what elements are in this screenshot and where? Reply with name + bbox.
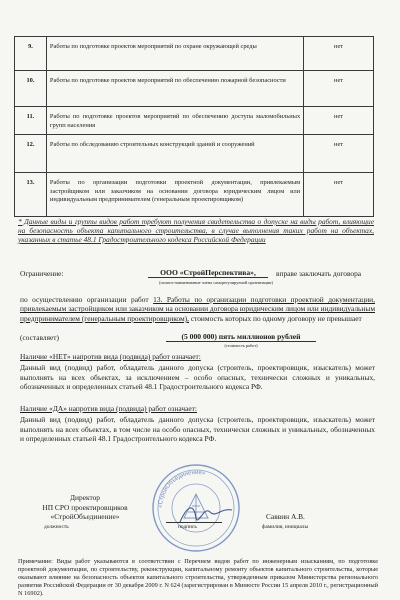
position-line-1: Директор bbox=[70, 493, 100, 502]
row-description: Работы по подготовке проектов мероприятий по обеспечению пожарной безопасности bbox=[46, 71, 303, 107]
position-line-3: «СтройОбъединение» bbox=[50, 512, 120, 522]
row-number: 9. bbox=[15, 37, 47, 71]
table-row bbox=[15, 71, 374, 107]
work-types-table bbox=[14, 36, 374, 217]
organization-name: ООО «СтройПерспектива», bbox=[148, 268, 268, 278]
row-value: нет bbox=[304, 107, 374, 135]
restriction-tail: вправе заключать договора bbox=[276, 269, 362, 278]
da-explanation: Данный вид (подвид) работ, обладатель данного допуска (строитель, проектировщик, изыскатель) может выполнять на всех объектах, в том числе на особо опасных, технически сложных и уникальных, обозначенных и определенных статьей 48.1 Градостроительного кодекса РФ. bbox=[20, 415, 375, 444]
signatory-name: Саввин А.В. bbox=[266, 512, 305, 521]
signature-caption: подпись bbox=[178, 524, 197, 530]
footnote: Примечание: Виды работ указываются в соответствии с Перечнем видов работ по инженерным изысканиям, по подготовке проектной документации, по строительству, реконструкции, капитальному ремонту объектов капитального строительства, которые оказывают влияние на безопасность объектов капитального строительства, утвержденным приказом Министерства регионального развития Российской Федерации от 30 декабря 2009 г. N 624 (зарегистрирован в Минюсте России 15 апреля 2010 г., регистрационный N 16902). bbox=[18, 558, 378, 597]
amount-label: (составляет) bbox=[20, 333, 59, 342]
requirement-note bbox=[18, 217, 374, 244]
organization-caption: (полное наименование члена саморегулируемой организации) bbox=[159, 280, 273, 285]
name-caption: фамилия, инициалы bbox=[262, 524, 309, 530]
da-heading: Наличие «ДА» напротив вида (подвида) работ означает: bbox=[20, 404, 197, 413]
signatory-position bbox=[30, 493, 140, 522]
row-number: 12. bbox=[15, 135, 47, 173]
net-heading: Наличие «НЕТ» напротив вида (подвида) работ означает: bbox=[20, 352, 201, 361]
row-number: 10. bbox=[15, 71, 47, 107]
signature-line bbox=[166, 522, 222, 523]
table-row bbox=[15, 173, 374, 217]
net-explanation: Данный вид (подвид) работ, обладатель данного допуска (строитель, проектировщик, изыскатель) может выполнять на всех объектах, за исключением – особо опасных, технически сложных и уникальных, обозначенных и определенных статьей 48.1 Градостроительного кодекса РФ. bbox=[20, 363, 375, 392]
restriction-label: Ограничение: bbox=[20, 269, 64, 278]
row-number: 13. bbox=[15, 173, 47, 217]
contract-amount: (5 000 000) пять миллионов рублей bbox=[166, 332, 316, 342]
row-description: Работы по организации подготовки проектной документации, привлекаемым застройщиком или заказчиком на основании договора юридическим лицом или индивидуальным предпринимателем (генеральным проектировщиком) bbox=[46, 173, 303, 217]
position-caption: должность bbox=[44, 524, 69, 530]
row-description: Работы по подготовке проектов мероприятий по охране окружающей среды bbox=[46, 37, 303, 71]
row-description: Работы по подготовке проектов мероприятий по обеспечению доступа маломобильных групп населения bbox=[46, 107, 303, 135]
stamp-lettering: «СтройОбъединение» bbox=[157, 469, 206, 509]
position-line-2: НП СРО проектировщиков bbox=[42, 502, 128, 512]
table-row bbox=[15, 135, 374, 173]
row-number: 11. bbox=[15, 107, 47, 135]
restriction-body-end: стоимость которых по одному договору не превышает bbox=[190, 313, 362, 323]
restriction-body bbox=[20, 295, 375, 323]
work-type-reference: 13. Работы по организации подготовки проектной документации, привлекаемым застройщиком или заказчиком на основании договора юридическим лицом или индивидуальным предпринимателем (генеральным проектировщиком), bbox=[20, 295, 375, 323]
requirement-note-text: * Данные виды и группы видов работ требуют получения свидетельства о допуске на виды работ, влияющие на безопасность объекта капитального строительства, в случае выполнения таких работ на объектах, указанных в статье 48.1 Градостроительного кодекса Российской Федерации bbox=[18, 217, 374, 244]
restriction-body-start: по осуществлению организации работ bbox=[20, 295, 149, 304]
row-value: нет bbox=[304, 173, 374, 217]
row-value: нет bbox=[304, 71, 374, 107]
row-description: Работы по обследованию строительных конструкций зданий и сооружений bbox=[46, 135, 303, 173]
row-value: нет bbox=[304, 135, 374, 173]
row-value: нет bbox=[304, 37, 374, 71]
amount-caption: (стоимость работ) bbox=[224, 343, 258, 348]
table-row bbox=[15, 107, 374, 135]
table-row bbox=[15, 37, 374, 71]
